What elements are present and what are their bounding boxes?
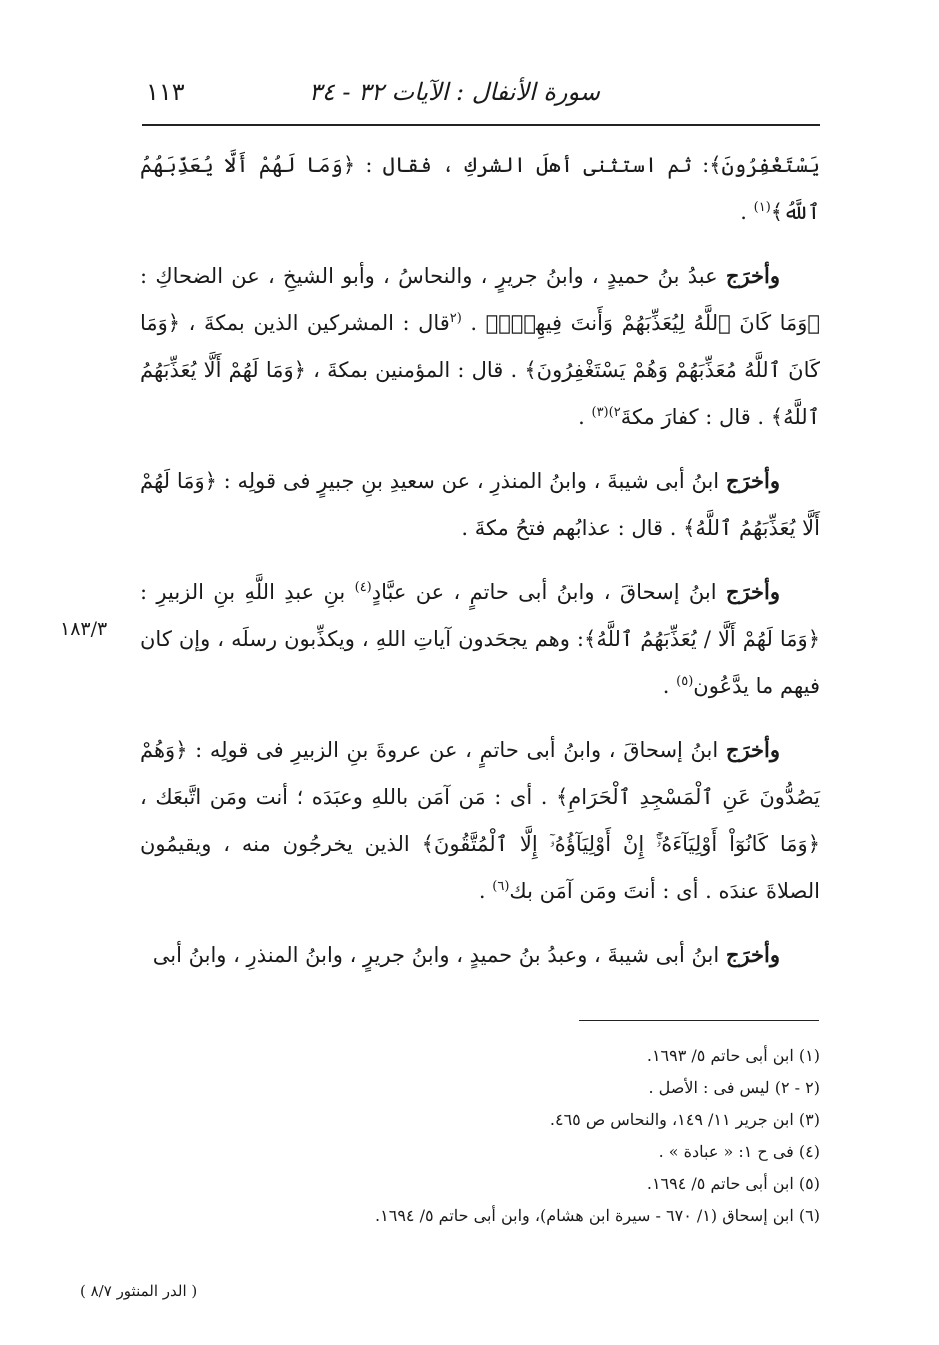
header-title: سورة الأنفال : الآيات ٣٢ - ٣٤ bbox=[308, 78, 600, 106]
header-rule bbox=[142, 124, 820, 126]
footnote-marker: (٢ bbox=[449, 311, 462, 326]
footnote-marker: (٤) bbox=[354, 580, 372, 595]
paragraph-tail: بنِ عبدِ اللَّهِ بنِ الزبيرِ : ﴿وَمَا لَهُمْ أَلَّا / يُعَذِّبَهُمُ ٱللَّهُ﴾: وهم يجحَدون آياتِ اللهِ ، ويكذِّبون رسلَه ، وإن كان فيهم ما يدَّعُون bbox=[140, 580, 820, 698]
footnote-marker: (٦) bbox=[492, 879, 510, 894]
paragraph-tail: . bbox=[740, 200, 754, 224]
footnote-5: (٥) ابن أبى حاتم ٥/ ١٦٩٤. bbox=[646, 1174, 820, 1193]
paragraph-tail: قال : المشركين الذين بمكةَ ، ﴿وَمَا كَانَ ٱللَّهُ مُعَذِّبَهُمْ وَهُمْ يَسْتَغْفِرُونَ﴾ . قال : المؤمنين بمكةَ ، ﴿وَمَا لَهُمْ أَلَّا يُعَذِّبَهُمُ ٱللَّهُ﴾ . قال : كفارَ مكةَ bbox=[140, 311, 820, 429]
footnote-marker: (١) bbox=[753, 200, 771, 215]
paragraph-lead: وأخرَج bbox=[725, 737, 780, 762]
footnote-6: (٦) ابن إسحاق (١/ ٦٧٠ - سيرة ابن هشام)، وابن أبى حاتم ٥/ ١٦٩٤. bbox=[375, 1206, 820, 1225]
paragraph-1 bbox=[140, 142, 820, 236]
paragraph-lead: وأخرَج bbox=[725, 263, 780, 288]
footnote-rule bbox=[579, 1020, 819, 1021]
paragraph-3 bbox=[140, 457, 820, 552]
paragraph-lead: وأخرَج bbox=[725, 468, 780, 493]
paragraph-4 bbox=[140, 568, 820, 710]
paragraph-text: ابنُ إسحاقَ ، وابنُ أبى حاتمٍ ، عن عروةَ بنِ الزبيرِ فى قولِه : ﴿وَهُمْ يَصُدُّونَ عَنِ ٱلْمَسْجِدِ ٱلْحَرَامِ﴾ . أى : مَن آمَن باللهِ وعبَدَه ؛ أنت ومَن اتَّبعَك ، ﴿وَمَا كَانُوٓاْ أَوْلِيَآءَهُۥٓۚ إِنْ أَوْلِيَآؤُهُۥٓ إِلَّا ٱلْمُتَّقُونَ﴾ الذين يخرجُون منه ، ويقيمُون الصلاةَ عندَه . أى : أنتَ ومَن آمَن بك bbox=[140, 738, 820, 903]
book-signature: ( الدر المنثور ٨/٧ ) bbox=[80, 1282, 198, 1300]
footnote-2: (٢ - ٢) ليس فى : الأصل . bbox=[648, 1078, 820, 1097]
paragraph-2 bbox=[140, 252, 820, 441]
main-text bbox=[140, 142, 820, 995]
paragraph-lead: وأخرَج bbox=[725, 942, 780, 967]
paragraph-text: ابنُ إسحاقَ ، وابنُ أبى حاتمٍ ، عن عبَّادٍ bbox=[371, 580, 726, 604]
margin-reference: ١٨٣/٣ bbox=[60, 618, 108, 640]
paragraph-text: يَسْتَغْفِرُونَ﴾: ثم استثنى أهلَ الشركِ ، فقال : ﴿وَمَا لَهُمْ أَلَّا يُعَذِّبَهُمُ ٱللَّهُ﴾ bbox=[140, 153, 820, 224]
paragraph-text: ابنُ أبى شيبةَ ، وابنُ المنذرِ ، عن سعيدِ بنِ جبيرٍ فى قولِه : ﴿وَمَا لَهُمْ أَلَّا يُعَذِّبَهُمُ ٱللَّهُ﴾ . قال : عذابُهم فتحُ مكةَ . bbox=[140, 469, 820, 540]
running-header bbox=[140, 78, 820, 118]
paragraph-text: عبدُ بنُ حميدٍ ، وابنُ جريرٍ ، والنحاسُ ، وأبو الشيخِ ، عن الضحاكِ : ﴿وَمَا كَانَ ٱللَّهُ لِيُعَذِّبَهُمْ وَأَنتَ فِيهِمْۚ﴾ . bbox=[140, 264, 820, 335]
paragraph-tail: . bbox=[478, 879, 493, 903]
footnotes bbox=[140, 1040, 820, 1232]
footnote-3: (٣) ابن جرير ١١/ ١٤٩، والنحاس ص ٤٦٥. bbox=[549, 1110, 820, 1129]
footnote-marker: (٥) bbox=[676, 674, 694, 689]
paragraph-5 bbox=[140, 726, 820, 915]
page-number: ١١٣ bbox=[146, 78, 185, 106]
footnote-4: (٤) فى ح ١: « عبادة » . bbox=[658, 1142, 820, 1161]
paragraph-tail: . bbox=[578, 405, 592, 429]
footnote-1: (١) ابن أبى حاتم ٥/ ١٦٩٣. bbox=[646, 1046, 820, 1065]
paragraph-text: ابنُ أبى شيبةَ ، وعبدُ بنُ حميدٍ ، وابنُ جريرٍ ، وابنُ المنذرِ ، وابنُ أبى bbox=[152, 943, 726, 967]
paragraph-lead: وأخرَج bbox=[725, 579, 780, 604]
footnote-marker: ٢)(٣) bbox=[591, 405, 621, 420]
paragraph-6 bbox=[140, 931, 820, 979]
paragraph-tail: . bbox=[662, 674, 677, 698]
